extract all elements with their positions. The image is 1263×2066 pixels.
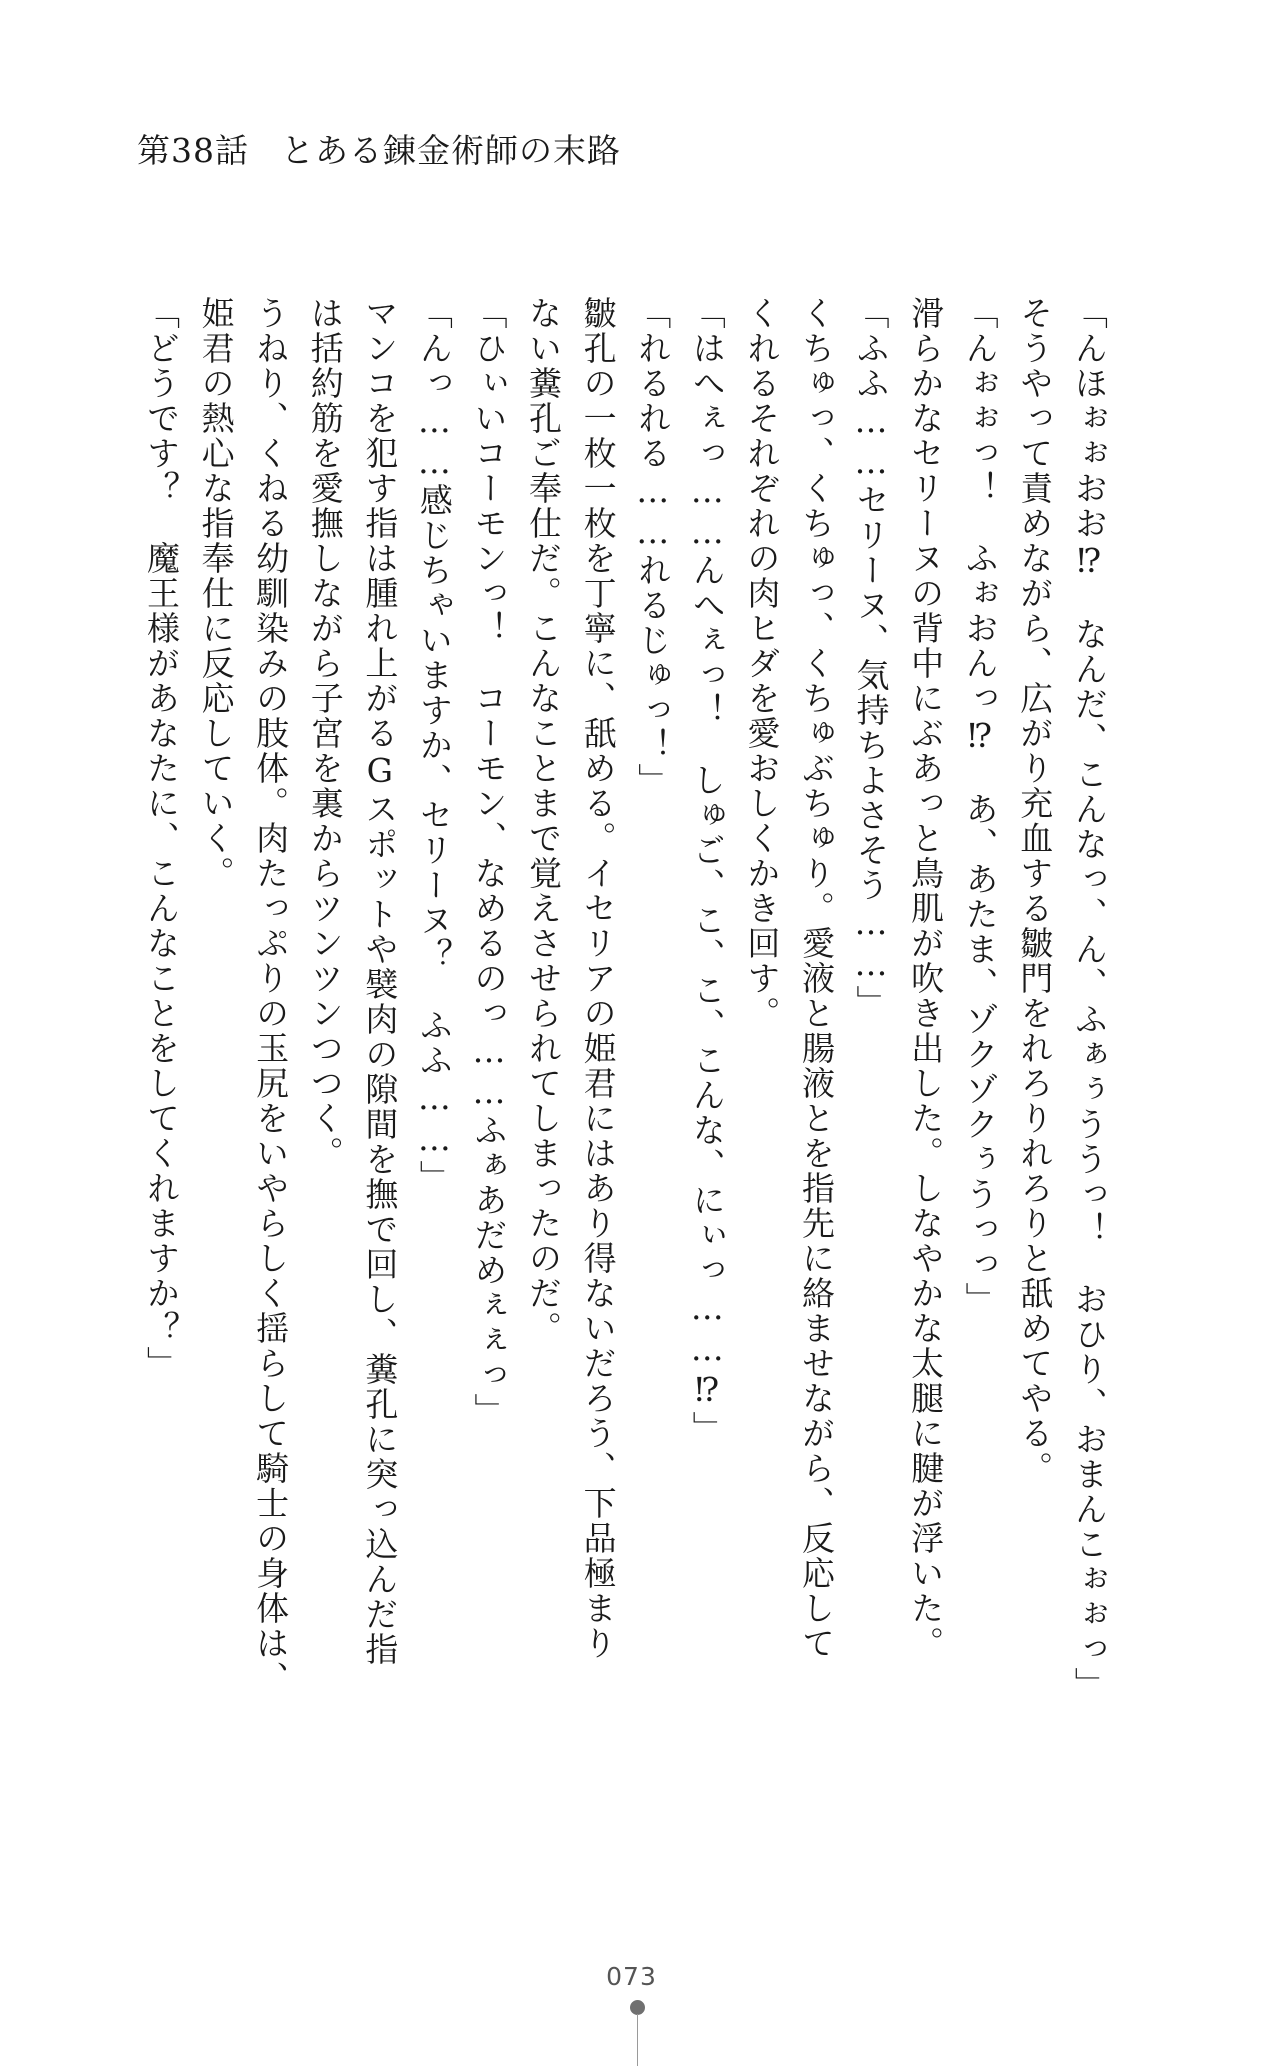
chapter-title: とある錬金術師の末路 xyxy=(281,131,621,170)
text-line: 「ふふ……セリーヌ、気持ちよさそう……」 xyxy=(851,296,891,1020)
chapter-number: 第38話 xyxy=(137,131,249,170)
text-line: 「んぉぉっ！ ふぉおんっ⁉ あ、あたま、ゾクゾクぅうっっ」 xyxy=(960,296,1000,1317)
text-line: くちゅっ、くちゅっ、くちゅぶちゅり。愛液と腸液とを指先に絡ませながら、反応して xyxy=(796,296,836,1661)
text-line: 姫君の熱心な指奉仕に反応していく。 xyxy=(196,296,236,891)
text-line: うねり、くねる幼馴染みの肢体。肉たっぷりの玉尻をいやらしく揺らして騎士の身体は、 xyxy=(251,296,291,1696)
text-line: 「ひぃいコーモンっ！ コーモン、なめるのっ……ふぁあだめぇぇっ」 xyxy=(469,296,509,1428)
text-line: くれるそれぞれの肉ヒダを愛おしくかき回す。 xyxy=(742,296,782,1031)
text-line: 滑らかなセリーヌの背中にぶあっと鳥肌が吹き出した。しなやかな太腿に腱が浮いた。 xyxy=(906,296,946,1661)
text-line: は括約筋を愛撫しながら子宮を裏からツンツンつつく。 xyxy=(305,296,345,1171)
folio-line xyxy=(637,2014,638,2066)
text-line: 「んっ……感じちゃいますか、セリーヌ？ ふふ……」 xyxy=(414,296,454,1195)
text-line: マンコを犯す指は腫れ上がるGスポットや襞肉の隙間を撫で回し、糞孔に突っ込んだ指 xyxy=(360,296,400,1667)
page-number: 073 xyxy=(606,1962,657,1991)
folio-dot-icon xyxy=(630,2000,645,2015)
text-line: 「はへぇっ……んへぇっ！ しゅご、こ、こ、こんな、にぃっ……⁉」 xyxy=(687,296,727,1446)
text-line: ない糞孔ご奉仕だ。こんなことまで覚えさせられてしまったのだ。 xyxy=(524,296,564,1346)
text-line: 皺孔の一枚一枚を丁寧に、舐める。イセリアの姫君にはあり得ないだろう、下品極まり xyxy=(578,296,618,1661)
running-header xyxy=(137,131,621,170)
text-line: 「れるれる……れるじゅっ！」 xyxy=(633,296,673,798)
text-line: 「どうです？ 魔王様があなたに、こんなことをしてくれますか？」 xyxy=(142,296,181,1381)
text-line: そうやって責めながら、広がり充血する皺門をれろりれろりと舐めてやる。 xyxy=(1015,296,1055,1486)
vertical-body-text xyxy=(140,296,1110,1756)
text-line: 「んほぉぉおお⁉ なんだ、こんなっ、ん、ふぁぅううっ！ おひり、おまんこぉぉっ」 xyxy=(1069,296,1109,1702)
